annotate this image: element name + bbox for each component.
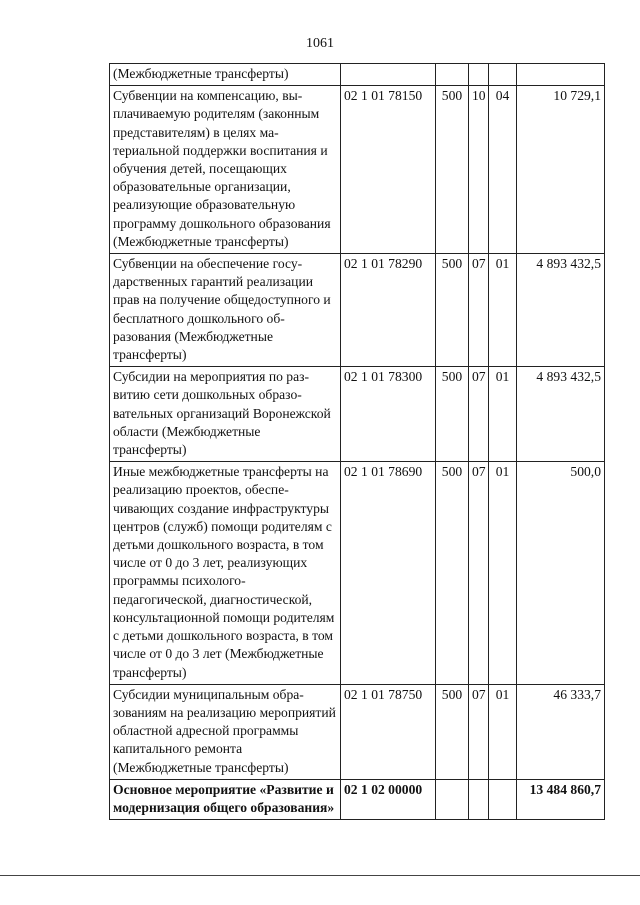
row-rz-cell: 07 — [469, 462, 489, 684]
row-vr-cell — [436, 64, 469, 86]
row-code-cell — [341, 64, 436, 86]
row-sum-cell — [517, 64, 605, 86]
row-code-cell: 02 1 02 00000 — [341, 779, 436, 819]
row-rz-cell — [469, 779, 489, 819]
row-name-cell: Основное мероприятие «Развитие и модернизация общего образования» — [110, 779, 341, 819]
row-pr-cell: 01 — [489, 367, 517, 462]
page-number: 1061 — [306, 36, 334, 51]
row-code-cell: 02 1 01 78690 — [341, 462, 436, 684]
row-rz-cell: 07 — [469, 367, 489, 462]
row-code-cell: 02 1 01 78150 — [341, 86, 436, 254]
row-name-cell: Субсидии на мероприятия по развитию сети дошкольных образовательных организаций Воронежской области (Межбюджетные трансферты) — [110, 367, 341, 462]
row-vr-cell: 500 — [436, 367, 469, 462]
row-pr-cell — [489, 779, 517, 819]
row-rz-cell: 07 — [469, 684, 489, 779]
table-row — [110, 367, 605, 462]
row-name-cell: (Межбюджетные трансферты) — [110, 64, 341, 86]
row-vr-cell: 500 — [436, 254, 469, 367]
table-row — [110, 254, 605, 367]
table-row — [110, 86, 605, 254]
row-rz-cell: 07 — [469, 254, 489, 367]
table-row — [110, 462, 605, 684]
table-row — [110, 684, 605, 779]
row-sum-cell: 4 893 432,5 — [517, 367, 605, 462]
table-row — [110, 779, 605, 819]
budget-table — [109, 63, 605, 820]
row-rz-cell: 10 — [469, 86, 489, 254]
row-pr-cell: 01 — [489, 254, 517, 367]
row-sum-cell: 10 729,1 — [517, 86, 605, 254]
row-name-cell: Субвенции на компенсацию, выплачиваемую родителям (законным представителям) в целях материальной поддержки воспитания и обучения детей, посещающих образовательные организации, реализующие образовательную программу дошкольного образования (Межбюджетные трансферты) — [110, 86, 341, 254]
row-sum-cell: 13 484 860,7 — [517, 779, 605, 819]
row-sum-cell: 4 893 432,5 — [517, 254, 605, 367]
row-sum-cell: 46 333,7 — [517, 684, 605, 779]
budget-table-body — [110, 64, 605, 820]
row-sum-cell: 500,0 — [517, 462, 605, 684]
row-code-cell: 02 1 01 78750 — [341, 684, 436, 779]
row-pr-cell: 04 — [489, 86, 517, 254]
table-row — [110, 64, 605, 86]
row-vr-cell: 500 — [436, 86, 469, 254]
row-name-cell: Иные межбюджетные трансферты на реализацию проектов, обеспечивающих создание инфраструктуры центров (служб) помощи родителям с детьми дошкольного возраста, в том числе от 0 до 3 лет, реализующих программы психолого-педагогической, диагностической, консультационной помощи родителям с детьми дошкольного возраста, в том числе от 0 до 3 лет (Межбюджетные трансферты) — [110, 462, 341, 684]
row-pr-cell: 01 — [489, 684, 517, 779]
row-name-cell: Субсидии муниципальным образованиям на реализацию мероприятий областной адресной программы капитального ремонта (Межбюджетные трансферты) — [110, 684, 341, 779]
row-name-cell: Субвенции на обеспечение государственных гарантий реализации прав на получение общедоступного и бесплатного дошкольного образования (Межбюджетные трансферты) — [110, 254, 341, 367]
row-vr-cell — [436, 779, 469, 819]
row-pr-cell: 01 — [489, 462, 517, 684]
row-code-cell: 02 1 01 78300 — [341, 367, 436, 462]
row-rz-cell — [469, 64, 489, 86]
row-vr-cell: 500 — [436, 462, 469, 684]
row-code-cell: 02 1 01 78290 — [341, 254, 436, 367]
row-pr-cell — [489, 64, 517, 86]
row-vr-cell: 500 — [436, 684, 469, 779]
footer-divider — [0, 875, 640, 876]
